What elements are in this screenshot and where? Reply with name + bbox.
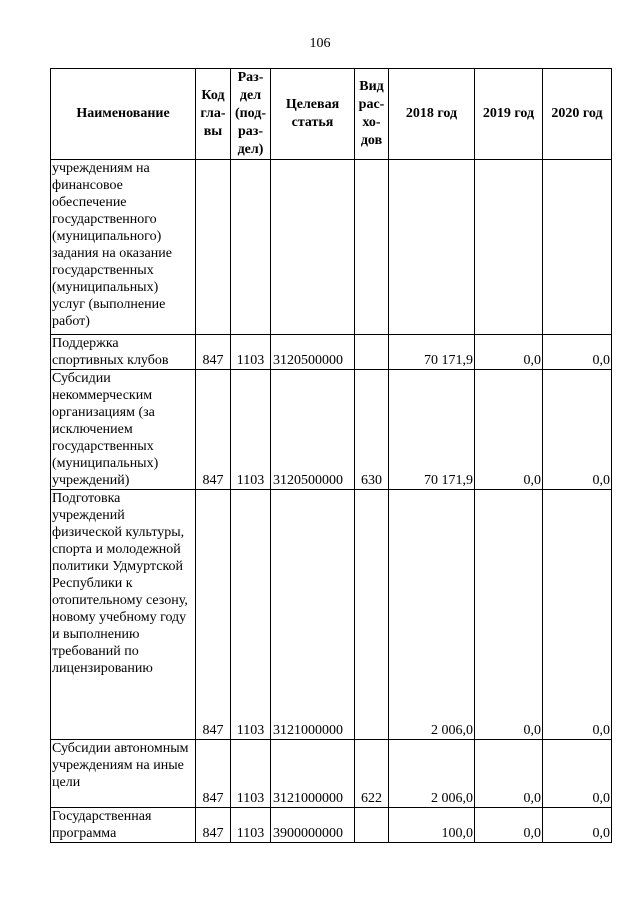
row-target: 3121000000 <box>271 740 355 808</box>
page-number: 106 <box>309 36 331 51</box>
row-target <box>271 160 355 335</box>
row-2019: 0,0 <box>475 808 543 843</box>
row-2020: 0,0 <box>543 370 612 490</box>
row-type: 630 <box>355 370 389 490</box>
row-2020: 0,0 <box>543 740 612 808</box>
row-code: 847 <box>196 740 231 808</box>
row-code: 847 <box>196 808 231 843</box>
row-2019: 0,0 <box>475 490 543 740</box>
table-row <box>51 740 612 808</box>
row-type: 622 <box>355 740 389 808</box>
row-type <box>355 335 389 370</box>
row-2020 <box>543 160 612 335</box>
header-code: Код гла- вы <box>196 69 231 160</box>
header-row <box>51 69 612 160</box>
row-type <box>355 160 389 335</box>
row-2018: 70 171,9 <box>389 370 475 490</box>
row-2019: 0,0 <box>475 740 543 808</box>
row-2018: 70 171,9 <box>389 335 475 370</box>
row-type <box>355 808 389 843</box>
table-row <box>51 490 612 740</box>
row-name: Государственная программа <box>51 808 196 843</box>
row-2018 <box>389 160 475 335</box>
row-type <box>355 490 389 740</box>
header-2020: 2020 год <box>543 69 612 160</box>
row-2020: 0,0 <box>543 490 612 740</box>
row-2018: 100,0 <box>389 808 475 843</box>
table-row <box>51 160 612 335</box>
row-2018: 2 006,0 <box>389 490 475 740</box>
row-name: Субсидии автономным учреждениям на иные цели <box>51 740 196 808</box>
budget-table <box>50 68 612 843</box>
row-2019: 0,0 <box>475 335 543 370</box>
header-type: Вид рас- хо- дов <box>355 69 389 160</box>
row-section: 1103 <box>231 740 271 808</box>
row-section: 1103 <box>231 335 271 370</box>
row-target: 3121000000 <box>271 490 355 740</box>
header-target: Целевая статья <box>271 69 355 160</box>
row-2020: 0,0 <box>543 335 612 370</box>
header-2019: 2019 год <box>475 69 543 160</box>
row-code: 847 <box>196 370 231 490</box>
row-2018: 2 006,0 <box>389 740 475 808</box>
row-section: 1103 <box>231 370 271 490</box>
header-section: Раз- дел (под- раз- дел) <box>231 69 271 160</box>
row-target: 3120500000 <box>271 335 355 370</box>
row-section <box>231 160 271 335</box>
row-name: Подготовка учреждений физической культуры, спорта и молодежной политики Удмуртской Республики к отопительному сезону, новому учебному году и выполнению требований по лицензированию <box>51 490 196 740</box>
row-2019 <box>475 160 543 335</box>
row-code: 847 <box>196 490 231 740</box>
row-2019: 0,0 <box>475 370 543 490</box>
table-row <box>51 335 612 370</box>
row-code: 847 <box>196 335 231 370</box>
row-name: учреждениям на финансовое обеспечение государственного (муниципального) задания на оказание государственных (муниципальных) услуг (выполнение работ) <box>51 160 196 335</box>
row-target: 3120500000 <box>271 370 355 490</box>
table-row <box>51 808 612 843</box>
row-code <box>196 160 231 335</box>
row-section: 1103 <box>231 808 271 843</box>
row-target: 3900000000 <box>271 808 355 843</box>
row-section: 1103 <box>231 490 271 740</box>
table-row <box>51 370 612 490</box>
row-name: Поддержка спортивных клубов <box>51 335 196 370</box>
row-2020: 0,0 <box>543 808 612 843</box>
header-name: Наименование <box>51 69 196 160</box>
header-2018: 2018 год <box>389 69 475 160</box>
row-name: Субсидии некоммерческим организациям (за исключением государственных (муниципальных) учреждений) <box>51 370 196 490</box>
